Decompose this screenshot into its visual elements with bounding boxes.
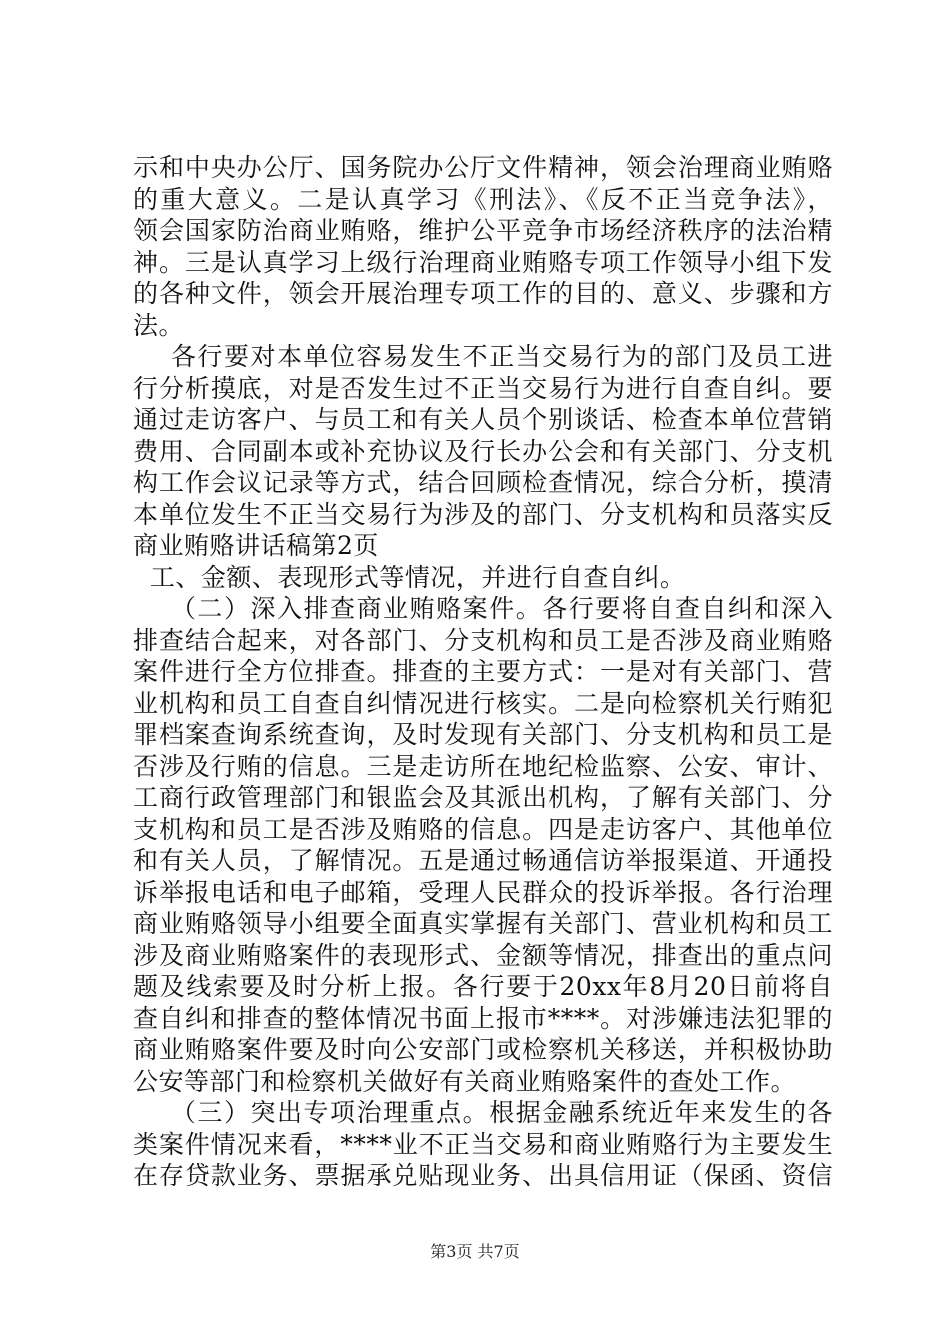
text-line: 的各种文件，领会开展治理专项工作的目的、意义、步骤和方: [133, 279, 833, 308]
text-line: 商业贿赂领导小组要全面真实掌握有关部门、营业机构和员工: [133, 909, 833, 938]
text-line: 否涉及行贿的信息。三是走访所在地纪检监察、公安、审计、: [133, 751, 833, 781]
text-line: 查自纠和排查的整体情况书面上报市****。对涉嫌违法犯罪的: [133, 1003, 833, 1033]
text-line: 通过走访客户、与员工和有关人员个别谈话、检查本单位营销: [133, 405, 833, 434]
text-line: 排查结合起来，对各部门、分支机构和员工是否涉及商业贿赂: [133, 625, 833, 655]
text-line: 费用、合同副本或补充协议及行长办公会和有关部门、分支机: [133, 436, 833, 466]
text-line: 商业贿赂讲话稿第2页: [133, 531, 379, 560]
text-line: 支机构和员工是否涉及贿赂的信息。四是走访客户、其他单位: [133, 814, 833, 844]
text-line: 行分析摸底，对是否发生过不正当交易行为进行自查自纠。要: [133, 373, 833, 403]
text-line: 工商行政管理部门和银监会及其派出机构，了解有关部门、分: [133, 783, 833, 812]
text-line: 工、金额、表现形式等情况，并进行自查自纠。: [133, 562, 686, 592]
text-line: 诉举报电话和电子邮箱，受理人民群众的投诉举报。各行治理: [133, 877, 833, 907]
text-line: 案件进行全方位排查。排查的主要方式：一是对有关部门、营: [133, 657, 833, 686]
text-line: 类案件情况来看，****业不正当交易和商业贿赂行为主要发生: [133, 1129, 833, 1159]
text-line: 本单位发生不正当交易行为涉及的部门、分支机构和员落实反: [133, 499, 833, 529]
text-line: 构工作会议记录等方式，结合回顾检查情况，综合分析，摸清: [133, 468, 833, 497]
text-line: 领会国家防治商业贿赂，维护公平竞争市场经济秩序的法治精: [133, 216, 833, 245]
text-line: 涉及商业贿赂案件的表现形式、金额等情况，排查出的重点问: [133, 940, 833, 970]
text-line: （二）深入排查商业贿赂案件。各行要将自查自纠和深入: [133, 594, 833, 623]
text-line: 各行要对本单位容易发生不正当交易行为的部门及员工进: [133, 342, 833, 371]
text-line: 罪档案查询系统查询，及时发现有关部门、分支机构和员工是: [133, 720, 833, 749]
text-line: 在存贷款业务、票据承兑贴现业务、出具信用证（保函、资信: [133, 1161, 833, 1190]
text-line: 法。: [133, 310, 185, 340]
text-line: （三）突出专项治理重点。根据金融系统近年来发生的各: [133, 1098, 833, 1127]
text-line: 商业贿赂案件要及时向公安部门或检察机关移送，并积极协助: [133, 1035, 833, 1064]
page-footer: 第3页 共7页: [430, 1242, 520, 1261]
text-line: 示和中央办公厅、国务院办公厅文件精神，领会治理商业贿赂: [133, 153, 833, 182]
text-line: 公安等部门和检察机关做好有关商业贿赂案件的查处工作。: [133, 1066, 797, 1096]
text-line: 题及线索要及时分析上报。各行要于20xx年8月20日前将自: [133, 972, 833, 1001]
text-line: 业机构和员工自查自纠情况进行核实。二是向检察机关行贿犯: [133, 688, 833, 718]
text-line: 和有关人员，了解情况。五是通过畅通信访举报渠道、开通投: [133, 846, 833, 875]
text-line: 的重大意义。二是认真学习《刑法》、《反不正当竞争法》，: [133, 184, 833, 214]
text-line: 神。三是认真学习上级行治理商业贿赂专项工作领导小组下发: [133, 247, 833, 277]
document-body: [133, 152, 833, 1192]
